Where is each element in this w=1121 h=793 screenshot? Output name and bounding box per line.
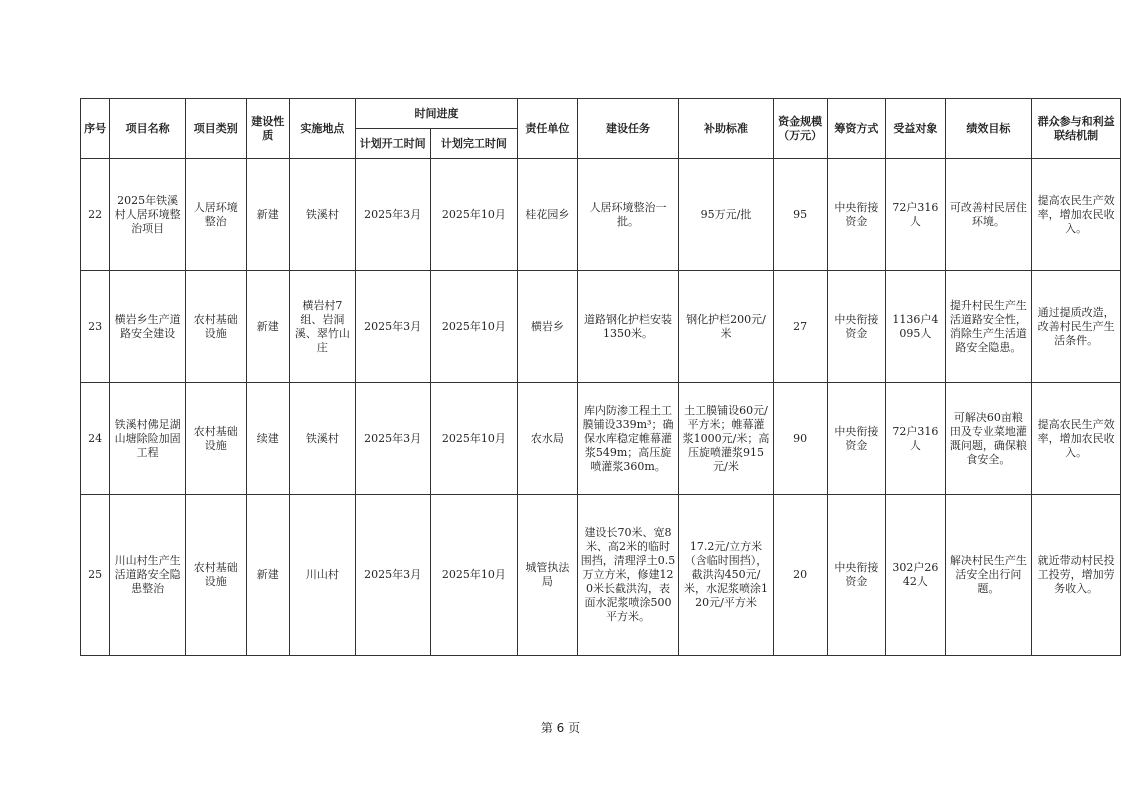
cell-funding: 中央衔接资金 bbox=[827, 383, 885, 495]
cell-seq: 23 bbox=[81, 271, 110, 383]
header-subsidy: 补助标准 bbox=[679, 99, 773, 159]
cell-location: 横岩村7组、岩洞溪、翠竹山庄 bbox=[289, 271, 355, 383]
cell-seq: 25 bbox=[81, 495, 110, 656]
cell-name: 2025年铁溪村人居环境整治项目 bbox=[110, 159, 186, 271]
cell-beneficiary: 72户316人 bbox=[886, 159, 946, 271]
cell-funding: 中央衔接资金 bbox=[827, 159, 885, 271]
cell-category: 农村基础设施 bbox=[185, 271, 246, 383]
cell-nature: 新建 bbox=[246, 159, 289, 271]
header-end: 计划完工时间 bbox=[430, 129, 518, 159]
cell-unit: 城管执法局 bbox=[518, 495, 578, 656]
cell-start: 2025年3月 bbox=[355, 271, 430, 383]
table-row bbox=[81, 271, 1121, 383]
cell-mechanism: 提高农民生产效率，增加农民收入。 bbox=[1032, 383, 1121, 495]
cell-category: 农村基础设施 bbox=[185, 383, 246, 495]
header-fund: 资金规模（万元） bbox=[773, 99, 827, 159]
cell-category: 农村基础设施 bbox=[185, 495, 246, 656]
cell-unit: 横岩乡 bbox=[518, 271, 578, 383]
cell-name: 川山村生产生活道路安全隐患整治 bbox=[110, 495, 186, 656]
cell-goal: 解决村民生产生活安全出行问题。 bbox=[945, 495, 1032, 656]
cell-location: 铁溪村 bbox=[289, 159, 355, 271]
page-number: 第 6 页 bbox=[540, 721, 581, 735]
cell-mechanism: 提高农民生产效率，增加农民收入。 bbox=[1032, 159, 1121, 271]
cell-fund: 90 bbox=[773, 383, 827, 495]
project-table bbox=[80, 98, 1121, 656]
cell-seq: 24 bbox=[81, 383, 110, 495]
cell-funding: 中央衔接资金 bbox=[827, 495, 885, 656]
header-mechanism: 群众参与和利益联结机制 bbox=[1032, 99, 1121, 159]
header-schedule: 时间进度 bbox=[355, 99, 517, 129]
cell-subsidy: 土工膜铺设60元/平方米；帷幕灌浆1000元/米；高压旋喷灌浆915元/米 bbox=[679, 383, 773, 495]
header-goal: 绩效目标 bbox=[945, 99, 1032, 159]
cell-task: 人居环境整治一批。 bbox=[577, 159, 679, 271]
cell-start: 2025年3月 bbox=[355, 495, 430, 656]
header-unit: 责任单位 bbox=[518, 99, 578, 159]
cell-beneficiary: 72户316人 bbox=[886, 383, 946, 495]
cell-task: 建设长70米、宽8米、高2米的临时围挡，清理浮土0.5万立方米，修建120米长截洪沟，表面水泥浆喷涂500平方米。 bbox=[577, 495, 679, 656]
table-row bbox=[81, 383, 1121, 495]
cell-fund: 27 bbox=[773, 271, 827, 383]
cell-name: 横岩乡生产道路安全建设 bbox=[110, 271, 186, 383]
header-category: 项目类别 bbox=[185, 99, 246, 159]
cell-beneficiary: 302户2642人 bbox=[886, 495, 946, 656]
cell-unit: 农水局 bbox=[518, 383, 578, 495]
cell-goal: 可改善村民居住环境。 bbox=[945, 159, 1032, 271]
cell-nature: 新建 bbox=[246, 495, 289, 656]
cell-beneficiary: 1136户4095人 bbox=[886, 271, 946, 383]
cell-task: 道路钢化护栏安装1350米。 bbox=[577, 271, 679, 383]
cell-end: 2025年10月 bbox=[430, 159, 518, 271]
cell-funding: 中央衔接资金 bbox=[827, 271, 885, 383]
cell-name: 铁溪村佛足湖山塘除险加固工程 bbox=[110, 383, 186, 495]
cell-subsidy: 17.2元/立方米（含临时围挡），截洪沟450元/米，水泥浆喷涂120元/平方米 bbox=[679, 495, 773, 656]
cell-mechanism: 就近带动村民投工投劳，增加劳务收入。 bbox=[1032, 495, 1121, 656]
cell-category: 人居环境整治 bbox=[185, 159, 246, 271]
cell-end: 2025年10月 bbox=[430, 271, 518, 383]
table-row bbox=[81, 495, 1121, 656]
cell-goal: 提升村民生产生活道路安全性，消除生产生活道路安全隐患。 bbox=[945, 271, 1032, 383]
header-task: 建设任务 bbox=[577, 99, 679, 159]
cell-nature: 新建 bbox=[246, 271, 289, 383]
header-location: 实施地点 bbox=[289, 99, 355, 159]
cell-location: 川山村 bbox=[289, 495, 355, 656]
header-nature: 建设性质 bbox=[246, 99, 289, 159]
cell-task: 库内防渗工程土工膜铺设339m³；确保水库稳定帷幕灌浆549m；高压旋喷灌浆360m。 bbox=[577, 383, 679, 495]
header-start: 计划开工时间 bbox=[355, 129, 430, 159]
cell-nature: 续建 bbox=[246, 383, 289, 495]
cell-start: 2025年3月 bbox=[355, 383, 430, 495]
cell-location: 铁溪村 bbox=[289, 383, 355, 495]
header-name: 项目名称 bbox=[110, 99, 186, 159]
cell-fund: 20 bbox=[773, 495, 827, 656]
cell-end: 2025年10月 bbox=[430, 383, 518, 495]
cell-mechanism: 通过提质改造，改善村民生产生活条件。 bbox=[1032, 271, 1121, 383]
cell-subsidy: 钢化护栏200元/米 bbox=[679, 271, 773, 383]
header-beneficiary: 受益对象 bbox=[886, 99, 946, 159]
cell-subsidy: 95万元/批 bbox=[679, 159, 773, 271]
header-seq: 序号 bbox=[81, 99, 110, 159]
cell-end: 2025年10月 bbox=[430, 495, 518, 656]
cell-start: 2025年3月 bbox=[355, 159, 430, 271]
table-row bbox=[81, 159, 1121, 271]
cell-fund: 95 bbox=[773, 159, 827, 271]
cell-goal: 可解决60亩粮田及专业菜地灌溉问题，确保粮食安全。 bbox=[945, 383, 1032, 495]
header-funding: 筹资方式 bbox=[827, 99, 885, 159]
cell-unit: 桂花园乡 bbox=[518, 159, 578, 271]
cell-seq: 22 bbox=[81, 159, 110, 271]
